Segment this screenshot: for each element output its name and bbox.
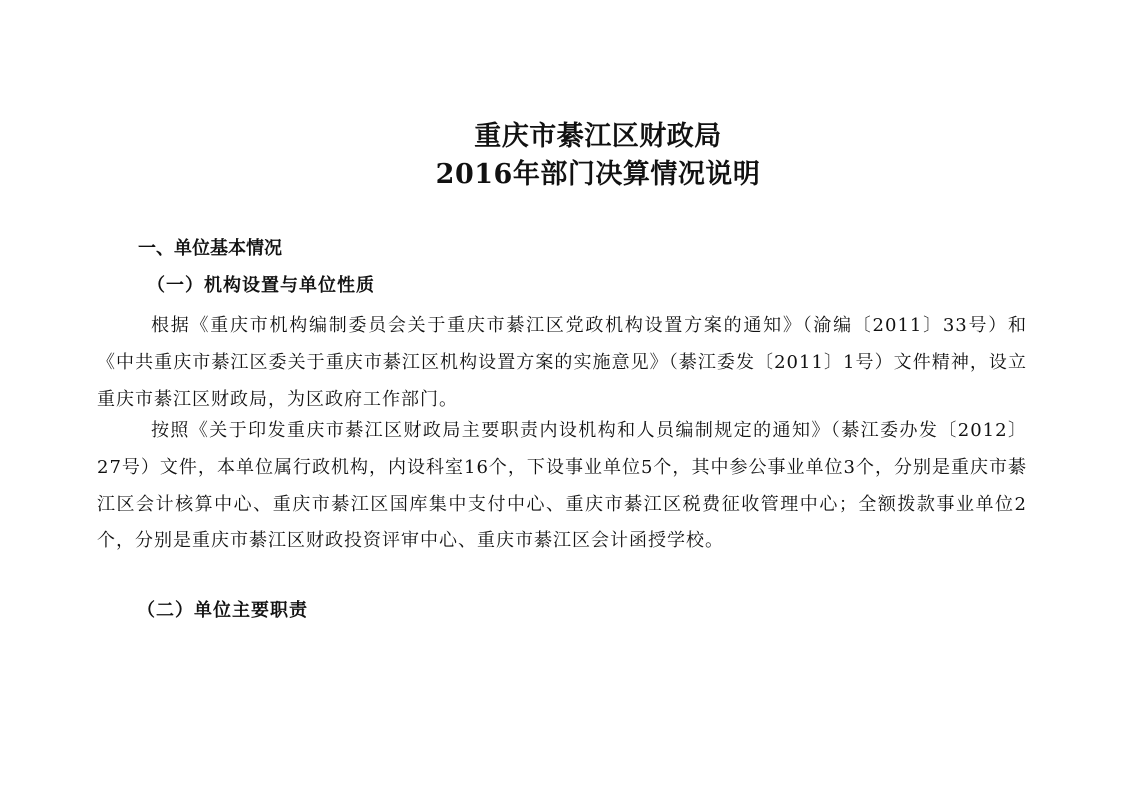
document-title-line1: 重庆市綦江区财政局	[474, 121, 722, 152]
subsection-heading-organization: （一）机构设置与单位性质	[147, 275, 375, 296]
section-heading-basic-info: 一、单位基本情况	[138, 238, 282, 259]
paragraph-establishment: 根据《重庆市机构编制委员会关于重庆市綦江区党政机构设置方案的通知》（渝编〔2011〕33号）和《中共重庆市綦江区委关于重庆市綦江区机构设置方案的实施意见》（綦江委发〔2011〕1号）文件精神，设立重庆市綦江区财政局，为区政府工作部门。	[97, 315, 1027, 410]
subsection-heading-responsibilities: （二）单位主要职责	[137, 600, 308, 621]
document-title-line2: 2016年部门决算情况说明	[435, 159, 761, 190]
paragraph-structure: 按照《关于印发重庆市綦江区财政局主要职责内设机构和人员编制规定的通知》（綦江委办发〔2012〕27号）文件，本单位属行政机构，内设科室16个，下设事业单位5个，其中参公事业单位3个，分别是重庆市綦江区会计核算中心、重庆市綦江区国库集中支付中心、重庆市綦江区税费征收管理中心；全额拨款事业单位2个，分别是重庆市綦江区财政投资评审中心、重庆市綦江区会计函授学校。	[97, 420, 1027, 552]
